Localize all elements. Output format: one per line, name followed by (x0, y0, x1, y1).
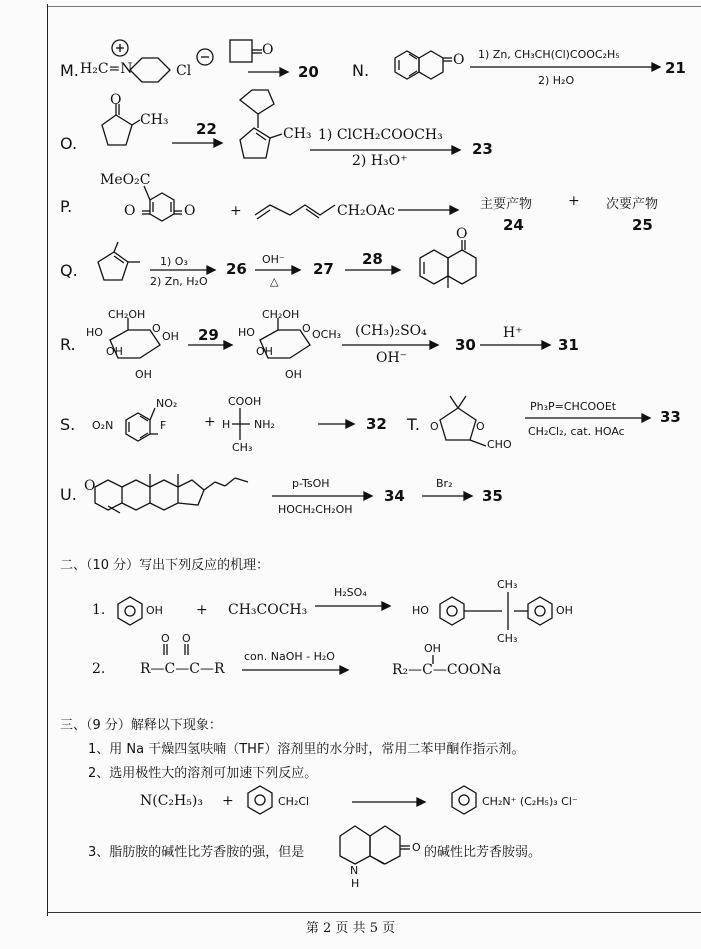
enamine-structure (240, 90, 282, 158)
s2-ch3-top: CH₃ (497, 578, 518, 591)
triethylamine: N(C₂H₅)₃ (140, 793, 203, 809)
r-oh-3: OH (135, 368, 152, 381)
benzyl-chloride-group: CH₂Cl (278, 795, 310, 808)
t-oxygen-1: O (430, 420, 439, 433)
product-31: 31 (558, 336, 579, 354)
n-condition-2: 2) H₂O (538, 74, 575, 87)
s-fluorine: F (160, 419, 167, 432)
row-label-o: O. (60, 134, 78, 153)
s-no2: NO₂ (156, 397, 178, 410)
octalone-oxygen: O (456, 226, 468, 242)
product-25: 25 (632, 216, 653, 234)
row-label-t: T. (407, 415, 420, 434)
s2-oh: OH (556, 604, 573, 617)
row-label-q: Q. (60, 261, 78, 280)
product-34: 34 (384, 487, 405, 505)
section-3-item-3a: 3、脂肪胺的碱性比芳香胺的强，但是 (88, 845, 305, 860)
r-ho: HO (86, 326, 103, 339)
row-label-n: N. (352, 61, 370, 80)
bisphenol-right-ring (528, 597, 552, 625)
reagent-22: 22 (196, 120, 217, 138)
s2-r2-oxygen-1: O (161, 632, 170, 645)
t-wittig-reagent: Ph₃P=CHCOOEt (530, 400, 617, 413)
product-24: 24 (503, 216, 524, 234)
r-ch2oh: CH₂OH (108, 308, 146, 321)
cyclobutanone (230, 40, 252, 62)
row-label-p: P. (60, 197, 73, 216)
product-26: 26 (226, 260, 247, 278)
row-label-m: M. (60, 61, 79, 80)
s2-r1-number: 1. (92, 602, 106, 618)
u-reagent: p-TsOH (292, 477, 330, 490)
s3-plus: + (222, 793, 234, 809)
q-heat: △ (270, 275, 279, 288)
product-30: 30 (455, 336, 476, 354)
quinone-right-oxygen: O (184, 203, 196, 219)
s-ch3: CH₃ (232, 441, 253, 454)
product-32: 32 (366, 415, 387, 433)
s2-acetone: CH₃COCH₃ (228, 602, 308, 618)
t-cho: CHO (487, 438, 512, 451)
section-3-item-2: 2、选用极性大的溶剂可加速下列反应。 (88, 766, 318, 781)
r-base: OH⁻ (376, 350, 408, 366)
steroid-structure (95, 474, 248, 513)
section-3-item-3b: 的碱性比芳香胺弱。 (424, 845, 542, 860)
s2-r2-oxygen-2: O (182, 632, 191, 645)
r2-och3: OCH₃ (312, 328, 342, 341)
s2-phenol-oh: OH (146, 604, 163, 617)
row-label-r: R. (60, 335, 76, 354)
s-h: H (222, 418, 231, 431)
tetralone-oxygen: O (453, 52, 465, 68)
r-ring-oxygen: O (152, 322, 161, 335)
s3-nitrogen: N (350, 864, 359, 877)
ester-group: MeO₂C (100, 172, 151, 188)
u-condition: HOCH₂CH₂OH (278, 503, 353, 516)
major-product-label: 主要产物 (480, 197, 533, 212)
bicyclic-enaminone (340, 826, 410, 864)
diene-chain (255, 205, 335, 219)
iminium-formula: H₂C=N (80, 61, 133, 77)
r2-oh-2: OH (256, 345, 273, 358)
product-35: 35 (482, 487, 503, 505)
product-33: 33 (660, 408, 681, 426)
s2-plus: + (196, 602, 208, 618)
r2-ring-oxygen: O (302, 322, 311, 335)
ketone-oxygen: O (262, 42, 274, 58)
q-condition-1: 1) O₃ (160, 255, 188, 268)
o-methyl: CH₃ (140, 112, 169, 128)
bisphenol-left-ring (440, 597, 464, 625)
benzylammonium-ring (452, 786, 476, 814)
chloride-label: Cl (176, 63, 192, 79)
page-footer: 第 2 页 共 5 页 (305, 921, 396, 936)
section-2-title: 二、（10 分）写出下列反应的机理： (60, 558, 270, 573)
benzyl-chloride-ring (248, 786, 272, 814)
row-label-s: S. (60, 415, 76, 434)
s-cooh: COOH (228, 395, 262, 408)
t-oxygen-2: O (476, 420, 485, 433)
product-27: 27 (313, 260, 334, 278)
o-condition-1: 1) ClCH₂COOCH₃ (318, 127, 443, 143)
o-condition-2: 2) H₃O⁺ (352, 153, 408, 169)
s2-r2-oh: OH (424, 642, 441, 655)
tetralone-structure (395, 51, 452, 79)
section-3-item-1: 1、用 Na 干燥四氢呋喃（THF）溶剂里的水分时，常用二苯甲酮作指示剂。 (88, 742, 525, 757)
u-ketone-oxygen: O (84, 478, 96, 494)
t-condition: CH₂Cl₂, cat. HOAc (528, 425, 625, 438)
dinitrofluorobenzene (126, 408, 158, 441)
morpholine-ring (130, 58, 170, 82)
s-nh2: NH₂ (254, 418, 275, 431)
reagent-28: 28 (362, 250, 383, 268)
plus-sign-s: + (204, 414, 216, 430)
o-ketone-oxygen: O (110, 92, 122, 108)
row-label-u: U. (60, 485, 77, 504)
s2-ho: HO (412, 604, 429, 617)
s3-oxygen: O (412, 841, 421, 854)
footer-rule (47, 912, 701, 913)
s2-r2-product: R₂—C—COONa (392, 662, 502, 678)
reagent-29: 29 (198, 326, 219, 344)
methylcyclopentanone (102, 104, 140, 145)
diene-acetate: CH₂OAc (337, 203, 395, 219)
quinone-left-oxygen: O (124, 203, 136, 219)
dimethylcyclopentene (98, 242, 140, 280)
plus-sign-p: + (230, 203, 242, 219)
product-23: 23 (472, 140, 493, 158)
r2-ho: HO (238, 326, 255, 339)
s2-r2-number: 2. (92, 661, 106, 677)
quinone-ester (142, 186, 182, 221)
s3-hydrogen: H (351, 877, 360, 890)
s2-acid: H₂SO₄ (334, 586, 367, 599)
product-20: 20 (298, 63, 319, 81)
q-condition-2: 2) Zn, H₂O (150, 275, 208, 288)
s2-ch3-bottom: CH₃ (497, 632, 518, 645)
phenol-ring (118, 597, 142, 625)
s2-r2-condition: con. NaOH - H₂O (244, 650, 335, 663)
r-oh-anomeric: OH (162, 330, 179, 343)
section-3-title: 三、（9 分）解释以下现象： (60, 718, 222, 733)
r2-oh-3: OH (285, 368, 302, 381)
r-reagent-dms: (CH₃)₂SO₄ (355, 323, 427, 339)
product-21: 21 (665, 59, 686, 77)
o-enamine-methyl: CH₃ (283, 126, 312, 142)
n-condition-1: 1) Zn, CH₃CH(Cl)COOC₂H₅ (478, 48, 620, 61)
s-o2n: O₂N (92, 419, 114, 432)
octalone-structure (420, 240, 476, 288)
r-oh-2: OH (106, 345, 123, 358)
minor-product-label: 次要产物 (606, 197, 659, 212)
plus-sign-p2: + (568, 193, 580, 209)
u-bromine: Br₂ (436, 477, 453, 490)
q-base: OH⁻ (262, 253, 285, 266)
benzylammonium-group: CH₂N⁺ (C₂H₅)₃ Cl⁻ (482, 795, 578, 808)
r-acid: H⁺ (503, 325, 523, 341)
s2-diketone: R—C—C—R (140, 661, 225, 677)
r2-ch2oh: CH₂OH (262, 308, 300, 321)
